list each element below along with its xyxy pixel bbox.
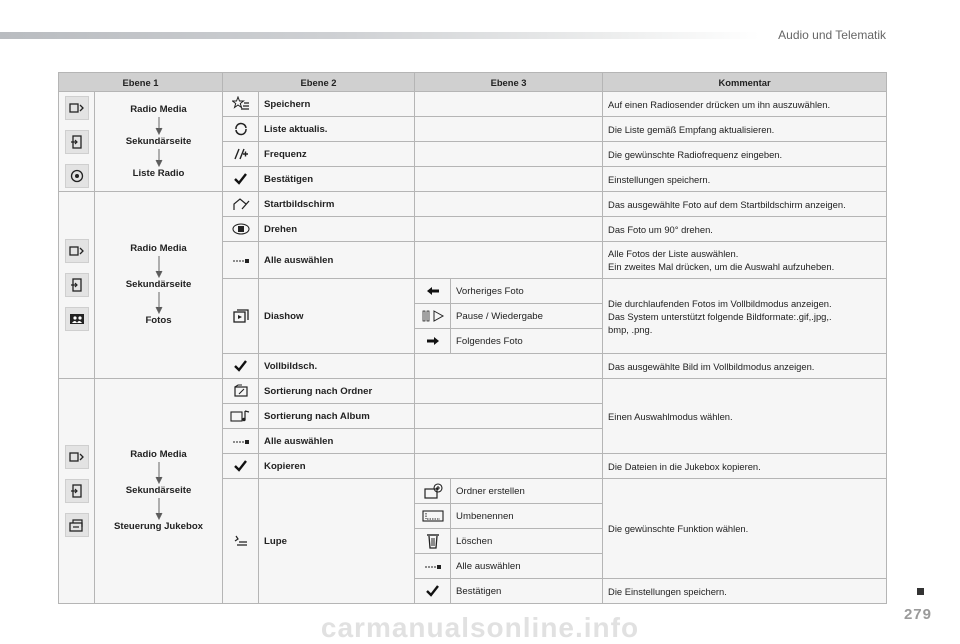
media-source-icon: [65, 96, 89, 120]
new-folder-icon: [415, 479, 451, 504]
table-row: [59, 379, 887, 404]
comment-cell: Die Dateien in die Jukebox kopieren.: [603, 454, 887, 479]
check-icon: [223, 354, 259, 379]
page-number: 279: [903, 606, 932, 623]
sub-option-label: Umbenennen: [451, 504, 603, 529]
arrow-down-icon: [155, 292, 163, 314]
nav-level-2: Sekundärseite: [125, 485, 192, 496]
col-header-ebene3: Ebene 3: [415, 73, 603, 92]
source-icons-cell: [59, 92, 95, 192]
nav-path: [95, 92, 223, 192]
nav-path: [95, 192, 223, 379]
level3-cell: [415, 92, 603, 117]
comment-cell: Die Einstellungen speichern.: [603, 579, 887, 604]
table-row: [59, 192, 887, 217]
star-list-icon: [223, 92, 259, 117]
radio-list-icon: [65, 164, 89, 188]
arrow-down-icon: [155, 256, 163, 278]
comment-cell: Die gewünschte Funktion wählen.: [603, 479, 887, 579]
header-decoration-bar: [0, 32, 760, 39]
refresh-icon: [223, 117, 259, 142]
photos-icon: [65, 307, 89, 331]
option-label: Alle auswählen: [259, 242, 415, 279]
sub-option-label: Pause / Wiedergabe: [451, 304, 603, 329]
check-icon: [223, 167, 259, 192]
col-header-ebene1: Ebene 1: [59, 73, 223, 92]
select-all-icon: [223, 429, 259, 454]
comment-cell: Das ausgewählte Foto auf dem Startbildschirm anzeigen.: [603, 192, 887, 217]
option-label: Startbildschirm: [259, 192, 415, 217]
level3-cell: [415, 404, 603, 429]
option-label: Vollbildsch.: [259, 354, 415, 379]
home-screen-icon: [223, 192, 259, 217]
level3-cell: [415, 192, 603, 217]
level3-cell: [415, 354, 603, 379]
nav-level-2: Sekundärseite: [125, 135, 192, 147]
media-source-icon: [65, 445, 89, 469]
trash-icon: [415, 529, 451, 554]
nav-level-2: Sekundärseite: [125, 279, 192, 290]
arrow-down-icon: [155, 149, 163, 167]
option-label: Frequenz: [259, 142, 415, 167]
comment-cell: Alle Fotos der Liste auswählen. Ein zweites Mal drücken, um die Auswahl aufzuheben.: [603, 242, 887, 279]
comment-cell: Das ausgewählte Bild im Vollbildmodus anzeigen.: [603, 354, 887, 379]
option-label: Drehen: [259, 217, 415, 242]
option-label: Diashow: [259, 279, 415, 354]
section-title: Audio und Telematik: [778, 28, 886, 42]
sub-option-label: Folgendes Foto: [451, 329, 603, 354]
comment-cell: Auf einen Radiosender drücken um ihn auszuwählen.: [603, 92, 887, 117]
nav-level-3: Fotos: [145, 315, 172, 326]
sub-option-label: Ordner erstellen: [451, 479, 603, 504]
media-source-icon: [65, 239, 89, 263]
check-icon: [415, 579, 451, 604]
rotate-icon: [223, 217, 259, 242]
option-label: Bestätigen: [259, 167, 415, 192]
col-header-kommentar: Kommentar: [603, 73, 887, 92]
nav-level-3: Liste Radio: [132, 167, 185, 179]
level3-cell: [415, 429, 603, 454]
arrow-right-icon: [415, 329, 451, 354]
option-label: Sortierung nach Ordner: [259, 379, 415, 404]
level3-cell: [415, 167, 603, 192]
magnifier-icon: [223, 479, 259, 604]
option-label: Lupe: [259, 479, 415, 604]
select-all-icon: [223, 242, 259, 279]
secondary-page-icon: [65, 479, 89, 503]
nav-level-1: Radio Media: [130, 103, 187, 115]
sub-option-label: Alle auswählen: [451, 554, 603, 579]
level3-cell: [415, 217, 603, 242]
frequency-icon: [223, 142, 259, 167]
sub-option-label: Bestätigen: [451, 579, 603, 604]
album-sort-icon: [223, 404, 259, 429]
comment-cell: Die durchlaufenden Fotos im Vollbildmodus anzeigen. Das System unterstützt folgende Bildformate:.gif,.jpg,. bmp, .png.: [603, 279, 887, 354]
level3-cell: [415, 454, 603, 479]
page-corner-mark: [917, 588, 924, 595]
secondary-page-icon: [65, 130, 89, 154]
nav-level-3: Steuerung Jukebox: [113, 521, 204, 532]
comment-cell: Das Foto um 90° drehen.: [603, 217, 887, 242]
comment-cell: Einen Auswahlmodus wählen.: [603, 379, 887, 454]
comment-cell: Einstellungen speichern.: [603, 167, 887, 192]
nav-path: [95, 379, 223, 604]
source-icons-cell: [59, 192, 95, 379]
watermark: carmanualsonline.info: [320, 612, 640, 643]
select-all-icon: [415, 554, 451, 579]
jukebox-icon: [65, 513, 89, 537]
comment-cell: Die Liste gemäß Empfang aktualisieren.: [603, 117, 887, 142]
menu-table: [58, 72, 887, 604]
level3-cell: [415, 379, 603, 404]
level3-cell: [415, 117, 603, 142]
folder-sort-icon: [223, 379, 259, 404]
check-icon: [223, 454, 259, 479]
source-icons-cell: [59, 379, 95, 604]
sub-option-label: Vorheriges Foto: [451, 279, 603, 304]
option-label: Liste aktualis.: [259, 117, 415, 142]
arrow-down-icon: [155, 498, 163, 520]
option-label: Speichern: [259, 92, 415, 117]
table-header-row: [59, 73, 887, 92]
nav-level-1: Radio Media: [130, 449, 187, 460]
comment-cell: Die gewünschte Radiofrequenz eingeben.: [603, 142, 887, 167]
secondary-page-icon: [65, 273, 89, 297]
option-label: Sortierung nach Album: [259, 404, 415, 429]
arrow-down-icon: [155, 117, 163, 135]
level3-cell: [415, 142, 603, 167]
sub-option-label: Löschen: [451, 529, 603, 554]
option-label: Alle auswählen: [259, 429, 415, 454]
level3-cell: [415, 242, 603, 279]
rename-icon: [415, 504, 451, 529]
pause-play-icon: [415, 304, 451, 329]
option-label: Kopieren: [259, 454, 415, 479]
col-header-ebene2: Ebene 2: [223, 73, 415, 92]
arrow-left-icon: [415, 279, 451, 304]
slideshow-icon: [223, 279, 259, 354]
nav-level-1: Radio Media: [130, 243, 187, 254]
table-row: [59, 92, 887, 117]
arrow-down-icon: [155, 462, 163, 484]
